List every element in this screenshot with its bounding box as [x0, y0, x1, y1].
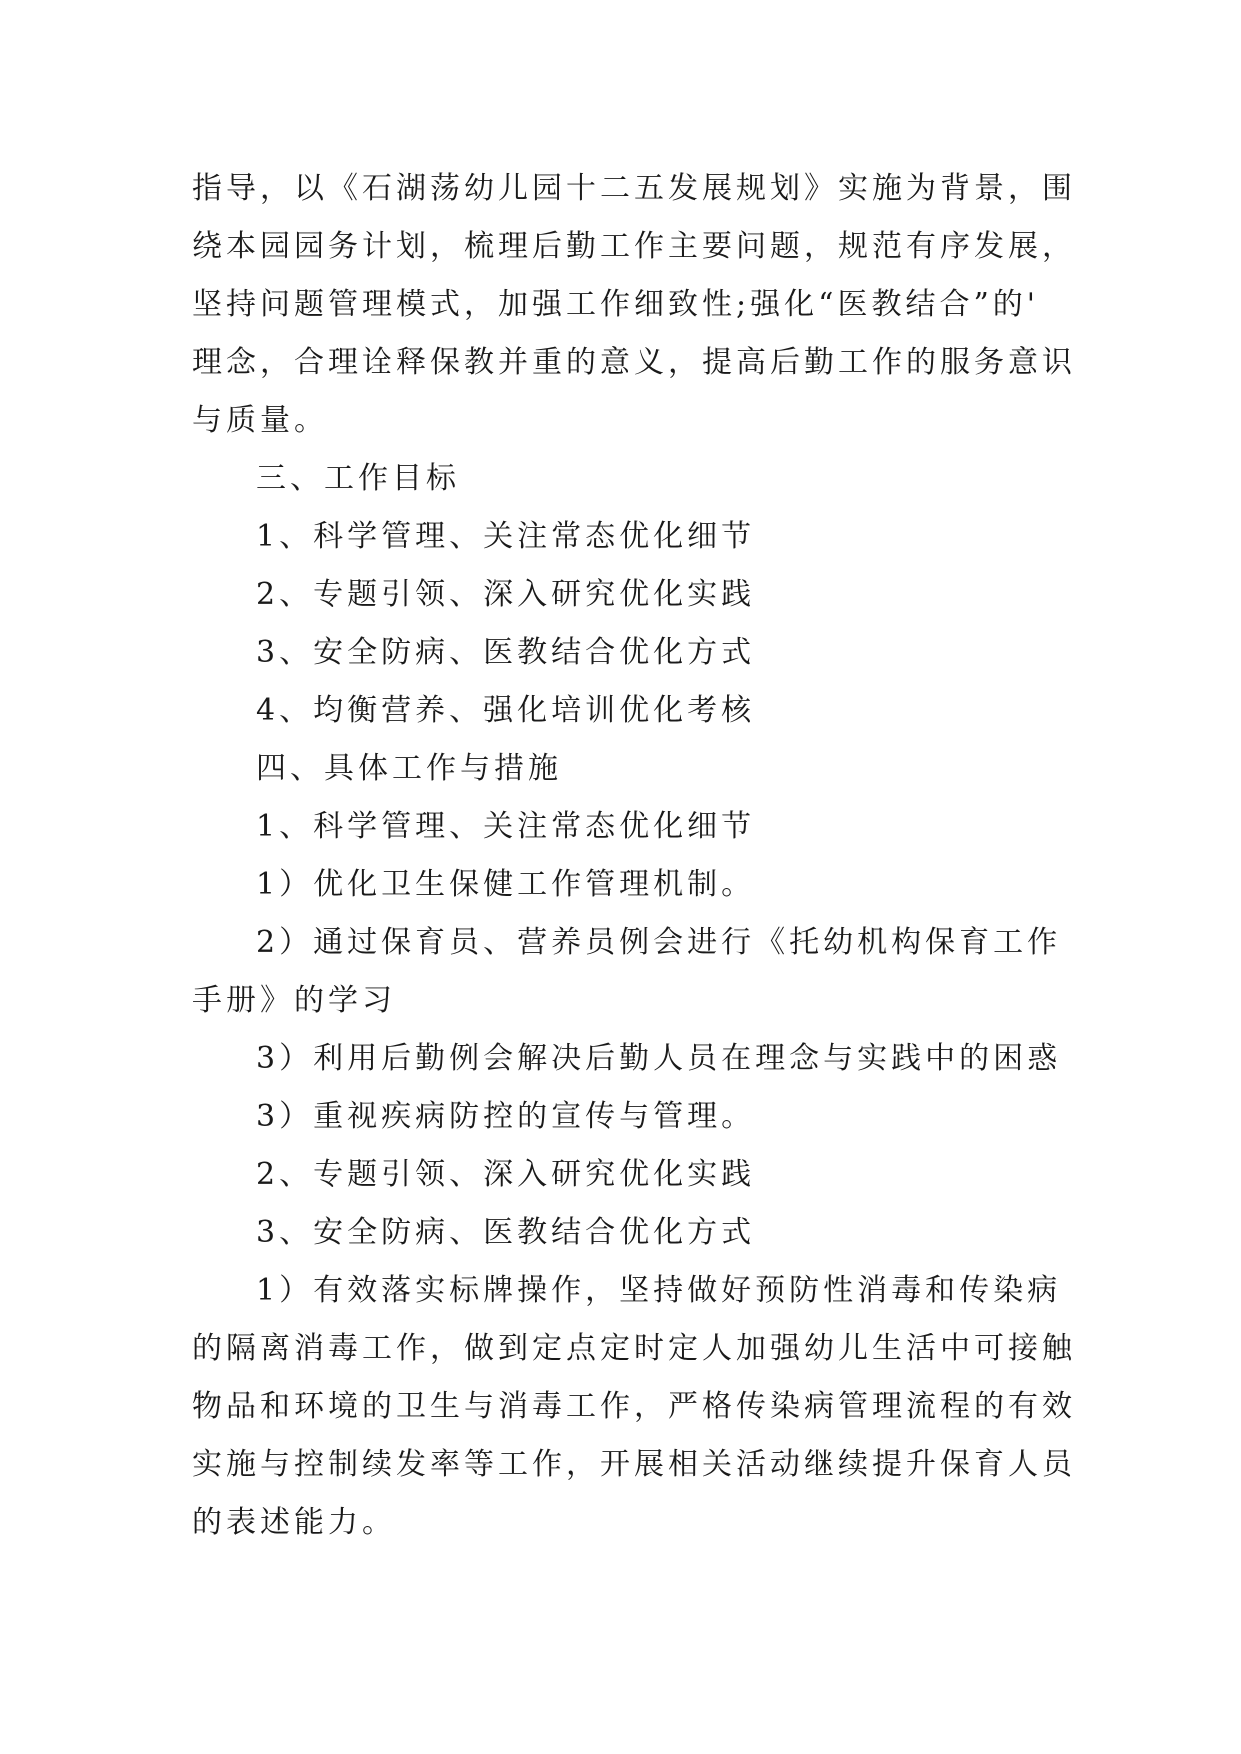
- subsection-heading: 2、专题引领、深入研究优化实践: [256, 1157, 756, 1192]
- list-item: 2、专题引领、深入研究优化实践: [256, 577, 756, 612]
- paragraph-line: 手册》的学习: [192, 983, 396, 1018]
- paragraph-line: 物品和环境的卫生与消毒工作，严格传染病管理流程的有效: [192, 1389, 1076, 1424]
- list-item: 1）有效落实标牌操作，坚持做好预防性消毒和传染病: [256, 1273, 1062, 1308]
- section-heading: 三、工作目标: [256, 461, 460, 496]
- paragraph-line: 绕本园园务计划，梳理后勤工作主要问题，规范有序发展，: [192, 229, 1076, 264]
- list-item: 3、安全防病、医教结合优化方式: [256, 635, 756, 670]
- paragraph-line: 的表述能力。: [192, 1505, 396, 1540]
- paragraph-line: 指导，以《石湖荡幼儿园十二五发展规划》实施为背景，围: [192, 171, 1076, 206]
- paragraph-line: 理念，合理诠释保教并重的意义，提高后勤工作的服务意识: [192, 345, 1076, 380]
- section-heading: 四、具体工作与措施: [256, 751, 562, 786]
- list-item: 1、科学管理、关注常态优化细节: [256, 519, 756, 554]
- paragraph-line: 与质量。: [192, 403, 328, 438]
- list-item: 3）利用后勤例会解决后勤人员在理念与实践中的困惑: [256, 1041, 1062, 1076]
- paragraph-line: 坚持问题管理模式，加强工作细致性;强化“医教结合”的': [192, 287, 1040, 322]
- list-item: 3）重视疾病防控的宣传与管理。: [256, 1099, 756, 1134]
- document-body: [192, 160, 1076, 1552]
- paragraph-line: 的隔离消毒工作，做到定点定时定人加强幼儿生活中可接触: [192, 1331, 1076, 1366]
- subsection-heading: 1、科学管理、关注常态优化细节: [256, 809, 756, 844]
- subsection-heading: 3、安全防病、医教结合优化方式: [256, 1215, 756, 1250]
- list-item: 4、均衡营养、强化培训优化考核: [256, 693, 756, 728]
- list-item: 1）优化卫生保健工作管理机制。: [256, 867, 756, 902]
- list-item: 2）通过保育员、营养员例会进行《托幼机构保育工作: [256, 925, 1062, 960]
- paragraph-line: 实施与控制续发率等工作，开展相关活动继续提升保育人员: [192, 1447, 1076, 1482]
